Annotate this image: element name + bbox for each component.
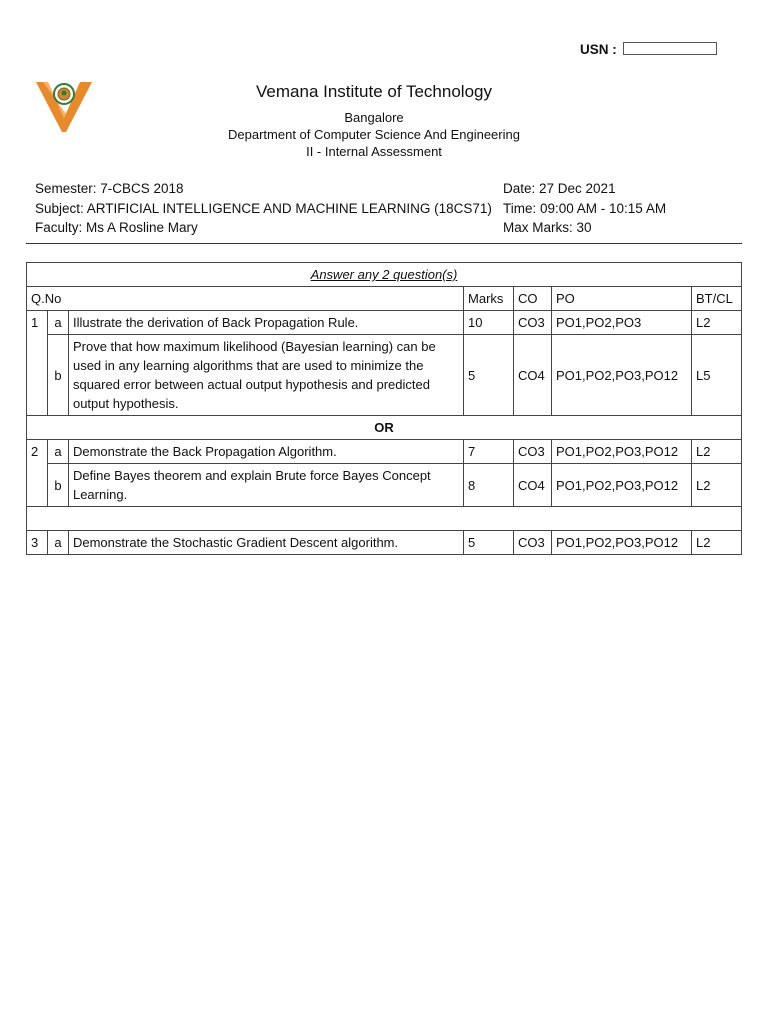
- table-row: [27, 531, 742, 555]
- or-label: OR: [27, 416, 742, 440]
- co: CO3: [514, 311, 552, 335]
- table-row: [27, 464, 742, 507]
- table-row: [27, 311, 742, 335]
- faculty: Faculty: Ms A Rosline Mary: [35, 220, 198, 235]
- sub-label: b: [47, 335, 68, 416]
- instruction: Answer any 2 question(s): [27, 263, 742, 287]
- subject: Subject: ARTIFICIAL INTELLIGENCE AND MACHINE LEARNING (18CS71): [35, 200, 492, 216]
- marks: 8: [464, 464, 514, 507]
- sub-label: a: [47, 311, 68, 335]
- header-bt: BT/CL: [691, 287, 741, 311]
- question-text: Prove that how maximum likelihood (Bayesian learning) can be used in any learning algorithms that are used to minimize the squared error between actual output hypothesis and predicted output hypothesis.: [68, 335, 463, 416]
- time: Time: 09:00 AM - 10:15 AM: [503, 200, 667, 216]
- marks: 5: [464, 531, 514, 555]
- exam-title: II - Internal Assessment: [306, 144, 442, 159]
- table-row: [27, 335, 742, 416]
- sub-label: b: [47, 464, 68, 507]
- department: Department of Computer Science And Engineering: [228, 127, 520, 142]
- header-row: [27, 287, 742, 311]
- usn-label: USN :: [580, 42, 617, 57]
- table-row: [27, 440, 742, 464]
- question-text: Demonstrate the Back Propagation Algorithm.: [68, 440, 463, 464]
- bt: L2: [691, 440, 741, 464]
- question-number: 1: [27, 311, 48, 416]
- sub-label: a: [47, 440, 68, 464]
- co: CO3: [514, 440, 552, 464]
- bt: L2: [691, 464, 741, 507]
- usn-input-box[interactable]: [623, 42, 717, 55]
- instruction-row: [27, 263, 742, 287]
- header: [0, 82, 768, 159]
- bt: L2: [691, 531, 741, 555]
- institute-name: Vemana Institute of Technology: [256, 82, 492, 101]
- po: PO1,PO2,PO3,PO12: [552, 440, 692, 464]
- max-marks: Max Marks: 30: [503, 220, 592, 235]
- header-po: PO: [552, 287, 692, 311]
- question-number: 3: [27, 531, 48, 555]
- co: CO4: [514, 464, 552, 507]
- marks: 10: [464, 311, 514, 335]
- date: Date: 27 Dec 2021: [503, 181, 616, 196]
- or-row: [27, 416, 742, 440]
- header-marks: Marks: [464, 287, 514, 311]
- po: PO1,PO2,PO3,PO12: [552, 335, 692, 416]
- po: PO1,PO2,PO3: [552, 311, 692, 335]
- po: PO1,PO2,PO3,PO12: [552, 464, 692, 507]
- semester: Semester: 7-CBCS 2018: [35, 181, 184, 196]
- marks: 7: [464, 440, 514, 464]
- sub-label: a: [47, 531, 68, 555]
- bt: L5: [691, 335, 741, 416]
- question-text: Illustrate the derivation of Back Propagation Rule.: [68, 311, 463, 335]
- po: PO1,PO2,PO3,PO12: [552, 531, 692, 555]
- city: Bangalore: [344, 110, 404, 125]
- exam-meta: [35, 179, 735, 238]
- spacer-cell: [27, 507, 742, 531]
- bt: L2: [691, 311, 741, 335]
- question-number: 2: [27, 440, 48, 507]
- question-table: [26, 262, 742, 555]
- question-text: Define Bayes theorem and explain Brute force Bayes Concept Learning.: [68, 464, 463, 507]
- spacer-row: [27, 507, 742, 531]
- question-text: Demonstrate the Stochastic Gradient Descent algorithm.: [68, 531, 463, 555]
- co: CO3: [514, 531, 552, 555]
- header-qno: Q.No: [27, 287, 464, 311]
- divider: [26, 243, 742, 244]
- co: CO4: [514, 335, 552, 416]
- header-co: CO: [514, 287, 552, 311]
- marks: 5: [464, 335, 514, 416]
